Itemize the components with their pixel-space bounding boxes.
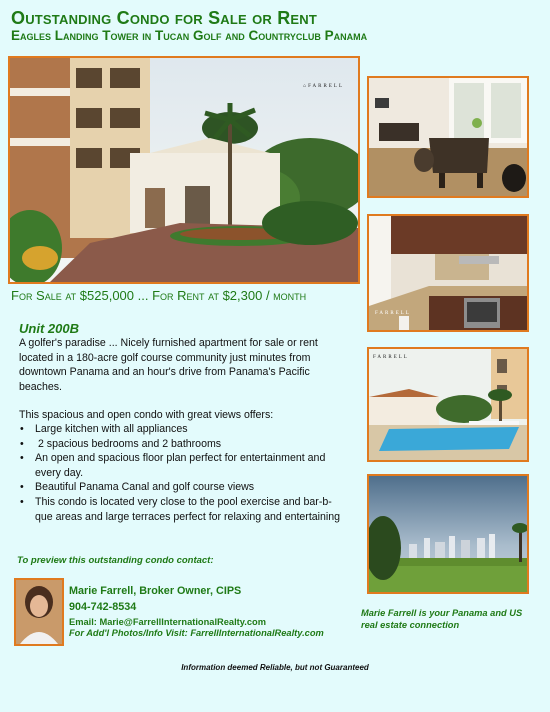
listing-description: A golfer's paradise ... Nicely furnished apartment for sale or rent located in a 180-acre golf course community just minutes from downtown Panama and an hour's drive from Panama's Pacific beaches.: [19, 337, 318, 393]
preview-prompt: To preview this outstanding condo contact:: [17, 555, 214, 566]
agent-email: Email: Marie@FarrellInternationalRealty.com: [69, 617, 266, 627]
feature-list: [19, 422, 349, 524]
pool-photo: [367, 347, 529, 462]
farrell-watermark: FARRELL: [375, 311, 411, 316]
page-title: Outstanding Condo for Sale or Rent: [11, 8, 318, 28]
price-line: For Sale at $525,000 ... For Rent at $2,300 / month: [11, 288, 307, 303]
page-subtitle: Eagles Landing Tower in Tucan Golf and Countryclub Panama: [11, 28, 368, 43]
offers-intro: This spacious and open condo with great views offers:: [19, 409, 274, 421]
feature-item: • 2 spacious bedrooms and 2 bathrooms: [19, 437, 349, 452]
feature-item: • An open and spacious floor plan perfect for entertainment and every day.: [19, 451, 349, 480]
farrell-watermark: ⌂FARRELL: [303, 84, 344, 89]
golf-course-view-photo: [367, 474, 529, 594]
feature-item: • Beautiful Panama Canal and golf course views: [19, 480, 349, 495]
farrell-watermark: FARRELL: [373, 355, 409, 360]
feature-item: • This condo is located very close to the pool exercise and bar-b-que areas and large terraces perfect for relaxing and entertaining: [19, 495, 349, 524]
building-exterior-photo: [8, 56, 360, 284]
website-info: For Add'l Photos/Info Visit: FarrellInternationalRealty.com: [69, 628, 324, 638]
connection-tagline: Marie Farrell is your Panama and US real estate connection: [361, 608, 523, 630]
agent-phone: 904-742-8534: [69, 601, 137, 613]
agent-name: Marie Farrell, Broker Owner, CIPS: [69, 585, 242, 597]
feature-item: • Large kitchen with all appliances: [19, 422, 349, 437]
disclaimer: Information deemed Reliable, but not Guaranteed: [181, 663, 369, 672]
kitchen-photo: [367, 214, 529, 332]
house-icon: ⌂: [303, 84, 309, 89]
unit-heading: Unit 200B: [19, 321, 79, 336]
agent-avatar: [14, 578, 64, 646]
living-room-photo: [367, 76, 529, 198]
